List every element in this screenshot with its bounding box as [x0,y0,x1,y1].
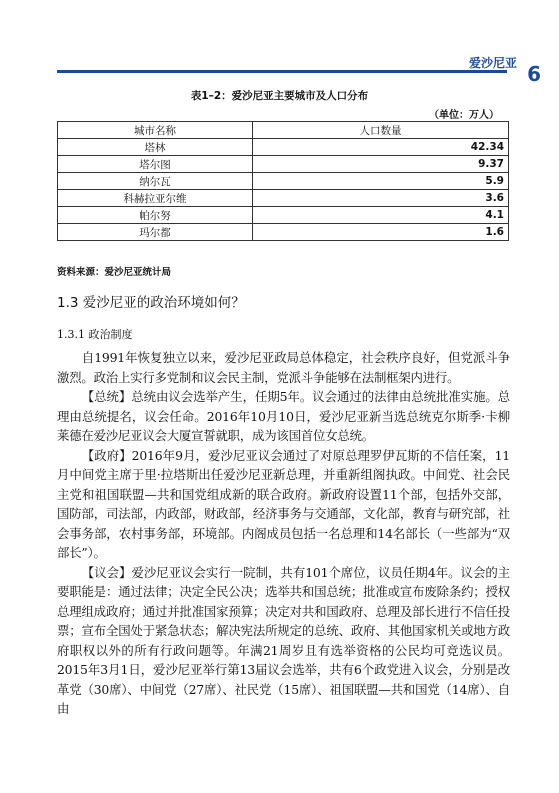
page-number: 6 [527,62,541,86]
section-heading: 1.3 爱沙尼亚的政治环境如何？ [57,295,245,311]
population-cell: 9.37 [253,156,509,173]
city-cell: 玛尔都 [58,224,253,241]
city-cell: 塔林 [58,139,253,156]
paragraph-parliament: 【议会】爱沙尼亚议会实行一院制，共有101个席位，议员任期4年。议会的主要职能是：通过法律；决定全民公决；选举共和国总统；批准或宣布废除条约；授权总理组成政府；通过并批准国家预算；决定对共和国政府、总理及部长进行不信任投票；宣布全国处于紧急状态；解决宪法所规定的总统、政府、其他国家机关或地方政府职权以外的所有行政问题等。年满21周岁且有选举资格的公民均可竞选议员。2015年3月1日，爱沙尼亚举行第13届议会选举，共有6个政党进入议会，分别是改革党（30席）、中间党（27席）、社民党（15席）、祖国联盟—共和国党（14席）、自由 [57,564,510,716]
population-cell: 4.1 [253,207,509,224]
table-row [58,139,509,156]
city-cell: 塔尔图 [58,156,253,173]
column-header-city: 城市名称 [58,122,253,139]
table-header-row [58,122,509,139]
city-cell: 纳尔瓦 [58,173,253,190]
table-unit: （单位：万人） [429,110,499,121]
column-header-population: 人口数量 [253,122,509,139]
table-source-note: 资料来源：爱沙尼亚统计局 [57,267,172,278]
table-row [58,207,509,224]
subsection-heading: 1.3.1 政治制度 [57,328,133,341]
table-row [58,156,509,173]
paragraph-president: 【总统】总统由议会选举产生，任期5年。议会通过的法律由总统批准实施。总理由总统提名，议会任命。2016年10月10日，爱沙尼亚新当选总统克尔斯季·卡柳莱德在爱沙尼亚议会大厦宣誓就职，成为该国首位女总统。 [57,389,510,443]
paragraph-government: 【政府】2016年9月，爱沙尼亚议会通过了对原总理罗伊瓦斯的不信任案，11月中间党主席于里·拉塔斯出任爱沙尼亚新总理，并重新组阁执政。中间党、社会民主党和祖国联盟—共和国党组成新的联合政府。新政府设置11个部，包括外交部，国防部，司法部，内政部，财政部，经济事务与交通部，文化部，教育与研究部，社会事务部，农村事务部，环境部。内阁成员包括一名总理和14名部长（一些部为“双部长”）。 [57,447,510,560]
population-cell: 1.6 [253,224,509,241]
header-rule [57,70,507,73]
table-row [58,190,509,207]
body-text [57,348,510,719]
table-row [58,173,509,190]
city-cell: 科赫拉亚尔维 [58,190,253,207]
table-row [58,224,509,241]
city-population-table [57,121,509,241]
running-header-title: 爱沙尼亚 [468,56,517,70]
paragraph-intro: 自1991年恢复独立以来，爱沙尼亚政局总体稳定，社会秩序良好，但党派斗争激烈。政治上实行多党制和议会民主制，党派斗争能够在法制框架内进行。 [57,350,510,385]
table-title: 表1–2：爱沙尼亚主要城市及人口分布 [190,90,369,102]
population-cell: 42.34 [253,139,509,156]
population-cell: 5.9 [253,173,509,190]
city-cell: 帕尔努 [58,207,253,224]
population-cell: 3.6 [253,190,509,207]
